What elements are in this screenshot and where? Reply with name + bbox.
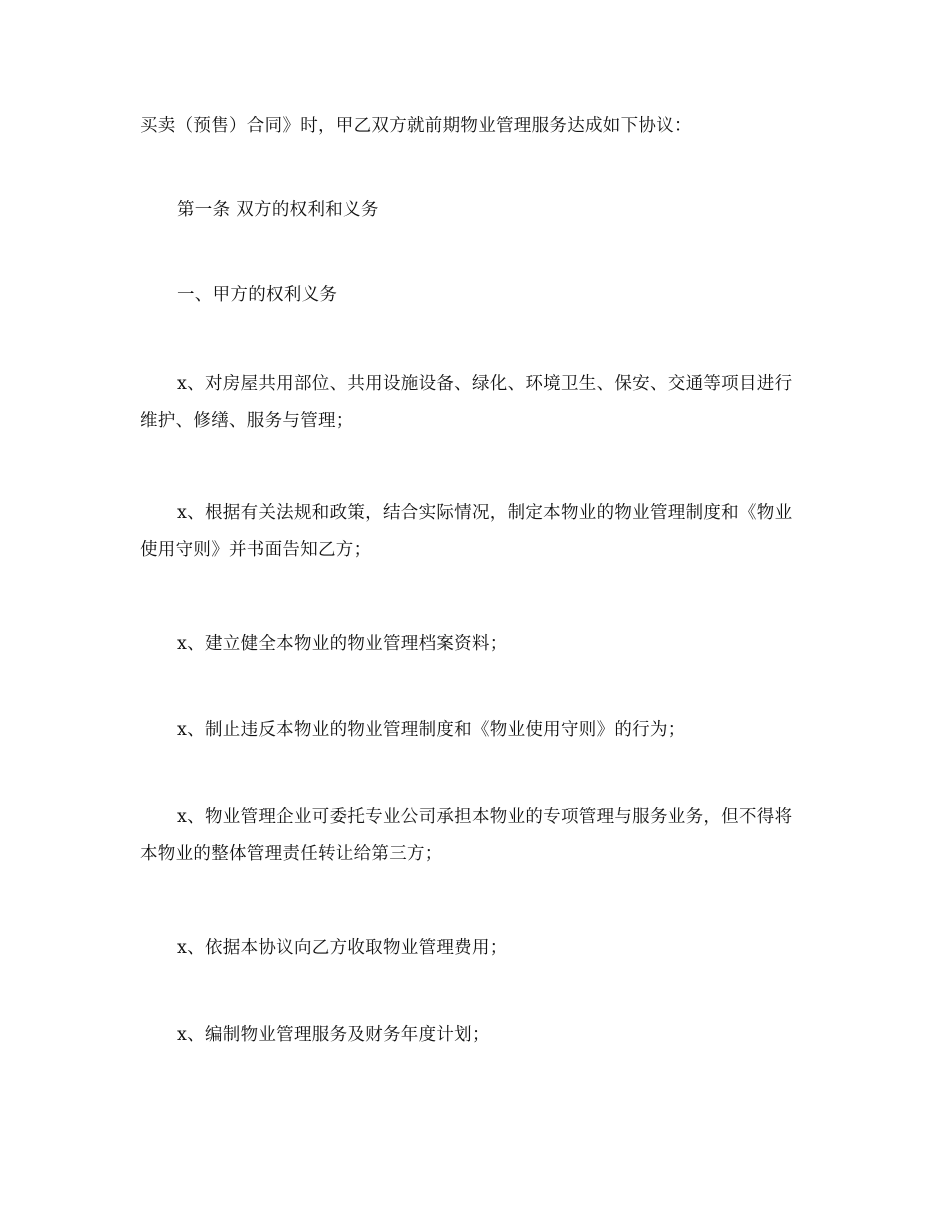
- section-heading: 一、甲方的权利义务: [177, 285, 338, 305]
- clause-item: x、建立健全本物业的物业管理档案资料；: [177, 634, 508, 654]
- clause-item: x、对房屋共用部位、共用设施设备、绿化、环境卫生、保安、交通等项目进行维护、修缮、服务与管理；: [140, 374, 793, 431]
- article-heading: 第一条 双方的权利和义务: [177, 200, 379, 220]
- clause-item: x、编制物业管理服务及财务年度计划；: [177, 1025, 490, 1045]
- clause-item: x、制止违反本物业的物业管理制度和《物业使用守则》的行为；: [177, 720, 686, 740]
- clause-item: x、物业管理企业可委托专业公司承担本物业的专项管理与服务业务，但不得将本物业的整体管理责任转让给第三方；: [140, 807, 793, 864]
- paragraph-preamble: 买卖（预售）合同》时，甲乙双方就前期物业管理服务达成如下协议：: [140, 116, 692, 136]
- clause-item: x、根据有关法规和政策，结合实际情况，制定本物业的物业管理制度和《物业使用守则》并书面告知乙方；: [140, 503, 793, 560]
- clause-item: x、依据本协议向乙方收取物业管理费用；: [177, 938, 508, 958]
